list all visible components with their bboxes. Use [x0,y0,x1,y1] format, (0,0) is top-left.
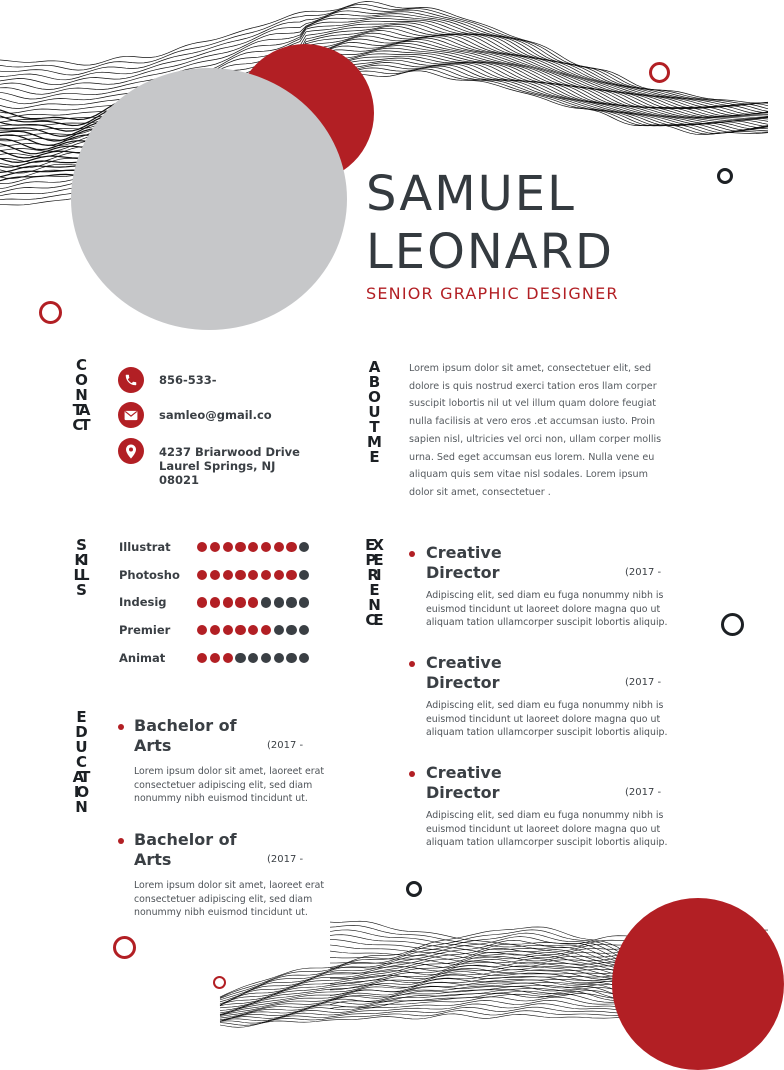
skill-row [119,540,329,556]
skill-rating [197,653,309,663]
skill-rating [197,597,309,607]
experience-date: (2017 - [625,567,662,578]
location-pin-icon [118,438,144,464]
skill-dot-filled [197,570,207,580]
skill-dot-empty [248,653,258,663]
education-description: Lorem ipsum dolor sit amet, laoreet erat consectetuer adipiscing elit, sed diam nonummy nibh euismod tincidunt ut. [134,880,325,919]
skill-row [119,568,329,584]
skill-name: Illustrat [119,540,171,554]
skill-dot-filled [223,625,233,635]
postal-address: 4237 Briarwood Drive Laurel Springs, NJ 08021 [159,445,300,487]
bullet-icon [409,771,415,777]
experience-description: Adipiscing elit, sed diam eu fuga nonummy nibh is euismod tincidunt ut laoreet dolore magna quo ut aliquam tation ullamcorper suscipit lobortis aliquip. [426,810,668,849]
black-ring-decoration [721,613,744,636]
education-date: (2017 - [267,854,304,865]
experience-title: Creative Director [426,653,502,692]
section-label-contact: CONTACT [72,356,88,434]
red-ring-decoration [649,62,670,83]
skill-dot-filled [248,597,258,607]
skill-name: Premier [119,623,171,638]
phone-icon [118,367,144,393]
skill-dot-filled [197,597,207,607]
red-ring-decoration [39,301,62,324]
about-me-text: Lorem ipsum dolor sit amet, consectetuer elit, sed dolore is quis nostrud exerci tation eros llam corper suscipit lobortis nil ut vel illum quam dolore feugiat nulla facilisis at vero eros .et accumsan iusto. Proin sapien nisl, ultricies vel orci non, ullam corper mollis urna. Sed eget accumsan eus lorem. Nulla vene eu aliquam quis sem vitae nisl sodales. Lorem ipsum dolor sit amet, consectetuer . [409,363,662,498]
skill-dot-filled [235,542,245,552]
skill-dot-filled [261,542,271,552]
bullet-icon [409,661,415,667]
experience-date: (2017 - [625,787,662,798]
education-date: (2017 - [267,740,304,751]
red-circle-bottom [612,898,784,1070]
skill-dot-filled [197,625,207,635]
black-ring-decoration [717,168,733,184]
skill-row [119,595,329,611]
skill-dot-empty [235,653,245,663]
experience-description: Adipiscing elit, sed diam eu fuga nonummy nibh is euismod tincidunt ut laoreet dolore magna quo ut aliquam tation ullamcorper suscipit lobortis aliquip. [426,700,668,739]
skill-dot-filled [248,625,258,635]
skill-dot-empty [274,625,284,635]
skill-dot-filled [261,625,271,635]
skill-dot-filled [223,570,233,580]
skill-name: Photosho [119,567,180,582]
skill-dot-empty [299,597,309,607]
skill-dot-filled [235,625,245,635]
red-ring-decoration [113,936,136,959]
skill-dot-empty [286,597,296,607]
skill-dot-empty [299,625,309,635]
skill-dot-filled [210,570,220,580]
education-description: Lorem ipsum dolor sit amet, laoreet erat consectetuer adipiscing elit, sed diam nonummy nibh euismod tincidunt ut. [134,766,325,805]
experience-title: Creative Director [426,543,502,582]
skill-dot-filled [210,625,220,635]
skill-dot-empty [261,597,271,607]
skill-name: Indesig [119,595,167,610]
red-ring-decoration [213,976,226,989]
first-name: SAMUEL [366,166,576,222]
skill-dot-filled [274,570,284,580]
skill-dot-empty [261,653,271,663]
skill-dot-filled [223,653,233,663]
skill-dot-filled [197,653,207,663]
skill-dot-filled [286,570,296,580]
last-name: LEONARD [366,224,614,280]
skill-dot-filled [223,597,233,607]
skill-dot-empty [286,625,296,635]
skill-dot-empty [299,542,309,552]
mail-icon [118,402,144,428]
black-ring-decoration [406,881,422,897]
skill-dot-empty [286,653,296,663]
skill-dot-filled [223,542,233,552]
skill-dot-filled [197,542,207,552]
phone-number: 856-533- [159,373,217,387]
skill-rating [197,570,309,580]
skill-dot-empty [274,597,284,607]
skill-rating [197,542,309,552]
section-label-education: EDUCATION [72,708,88,816]
skill-dot-filled [248,570,258,580]
skill-dot-filled [235,597,245,607]
bullet-icon [118,838,124,844]
skill-dot-filled [248,542,258,552]
bullet-icon [409,551,415,557]
profile-photo-placeholder [71,68,347,330]
skill-name: Animat [119,650,166,665]
section-label-experience: EXPERIENCE [365,536,381,629]
experience-date: (2017 - [625,677,662,688]
skill-rating [197,625,309,635]
skill-row [119,623,329,639]
education-title: Bachelor of Arts [134,830,237,869]
skill-dot-filled [286,542,296,552]
skill-dot-filled [210,597,220,607]
bullet-icon [118,724,124,730]
section-label-about: ABOUT ME [367,358,379,466]
skill-row [119,651,329,667]
skill-dot-filled [210,653,220,663]
section-label-skills: SKILLS [73,536,87,599]
education-title: Bachelor of Arts [134,716,237,755]
skill-dot-filled [261,570,271,580]
experience-description: Adipiscing elit, sed diam eu fuga nonummy nibh is euismod tincidunt ut laoreet dolore magna quo ut aliquam tation ullamcorper suscipit lobortis aliquip. [426,590,668,629]
skill-dot-filled [235,570,245,580]
skill-dot-empty [274,653,284,663]
experience-title: Creative Director [426,763,502,802]
job-title: SENIOR GRAPHIC DESIGNER [366,284,619,303]
skill-dot-empty [299,570,309,580]
skill-dot-filled [274,542,284,552]
email-address: samleo@gmail.co [159,408,272,422]
skill-dot-empty [299,653,309,663]
skill-dot-filled [210,542,220,552]
